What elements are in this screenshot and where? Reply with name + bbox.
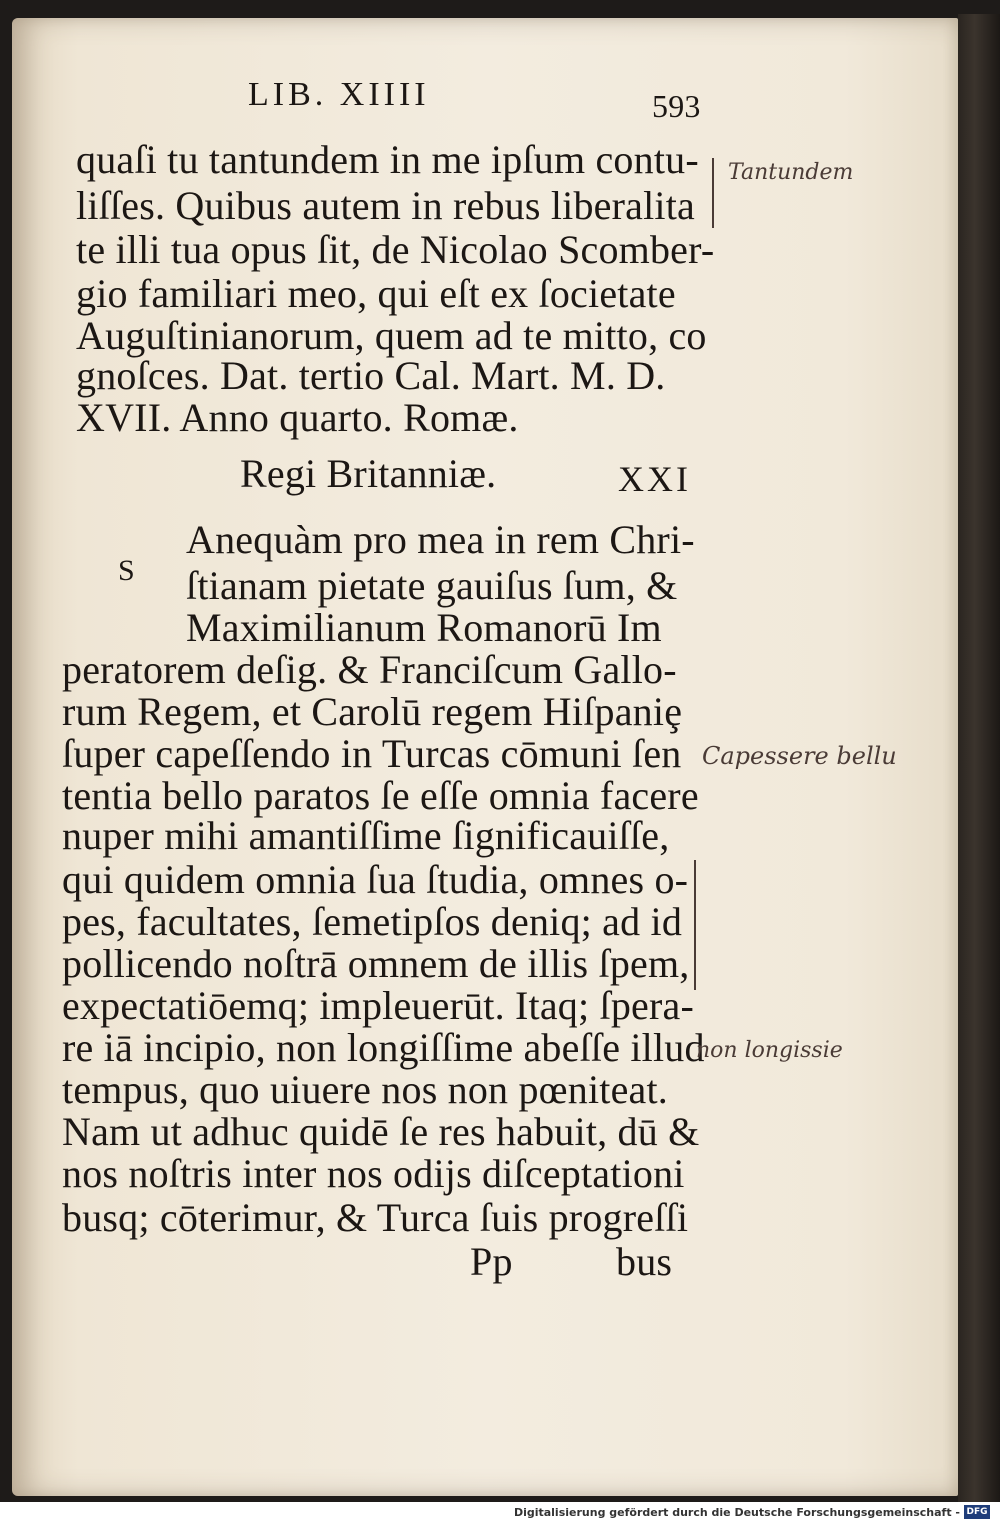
letter-number: XXI (618, 459, 691, 499)
text-line: ſuper capeſſendo in Turcas cōmuni ſen (62, 731, 682, 776)
text-line: Auguſtinianorum, quem ad te mitto, co (76, 313, 707, 358)
text-line: peratorem deſig. & Franciſcum Gallo- (62, 647, 677, 692)
text-line: ſtianam pietate gauiſus ſum, & (186, 563, 678, 608)
text-line: tempus, quo uiuere nos non pœniteat. (62, 1067, 668, 1112)
page-edge (958, 14, 1000, 1502)
text-line: nos noſtris inter nos odijs diſceptationi (62, 1151, 685, 1196)
handwritten-note: non longissie (696, 1038, 843, 1063)
text-line: busq; cōterimur, & Turca ſuis progreſſi (62, 1195, 689, 1240)
text-line: expectatiōemq; impleuerūt. Itaq; ſpera- (62, 983, 694, 1028)
text-line: XVII. Anno quarto. Romæ. (76, 395, 519, 440)
text-line: tentia bello paratos ſe eſſe omnia facere (62, 773, 699, 818)
text-line: pollicendo noſtrā omnem de illis ſpem, (62, 941, 690, 986)
text-line: Nam ut adhuc quidē ſe res habuit, dū & (62, 1109, 700, 1154)
handwritten-note: Tantundem (728, 160, 854, 185)
marginal-letter: S (118, 554, 135, 587)
page-number: 593 (652, 88, 701, 124)
letter-heading: Regi Britanniæ. (240, 451, 497, 496)
catchword: bus (616, 1239, 673, 1284)
text-line: pes, facultates, ſemetipſos deniq; ad id (62, 899, 683, 944)
signature-mark: Pp (470, 1239, 513, 1284)
text-line: te illi tua opus ſit, de Nicolao Scomber- (76, 227, 715, 272)
text-line: Maximilianum Romanorū Im (186, 605, 662, 650)
text-line: gio familiari meo, qui eſt ex ſocietate (76, 271, 676, 316)
footer-credit: Digitalisierung gefördert durch die Deutsche Forschungsgemeinschaft - (513, 1506, 960, 1519)
text-line: rum Regem, et Carolū regem Hiſpaniȩ (62, 689, 683, 734)
handwritten-note: Capessere bellu (702, 742, 897, 770)
text-line: re iā incipio, non longiſſime abeſſe illud (62, 1025, 705, 1070)
text-line: qui quidem omnia ſua ſtudia, omnes o- (62, 857, 689, 902)
text-line: gnoſces. Dat. tertio Cal. Mart. M. D. (76, 353, 666, 398)
text-line: nuper mihi amantiſſime ſignificauiſſe, (62, 813, 670, 858)
dfg-logo-icon: DFG (964, 1505, 990, 1519)
text-line: Anequàm pro mea in rem Chri- (186, 517, 695, 562)
text-line: quaſi tu tantundem in me ipſum contu- (76, 137, 699, 182)
margin-bracket (712, 158, 714, 228)
text-line: liſſes. Quibus autem in rebus liberalita (76, 183, 695, 228)
running-head: LIB. XIIII (248, 76, 430, 113)
margin-bracket (694, 860, 696, 990)
